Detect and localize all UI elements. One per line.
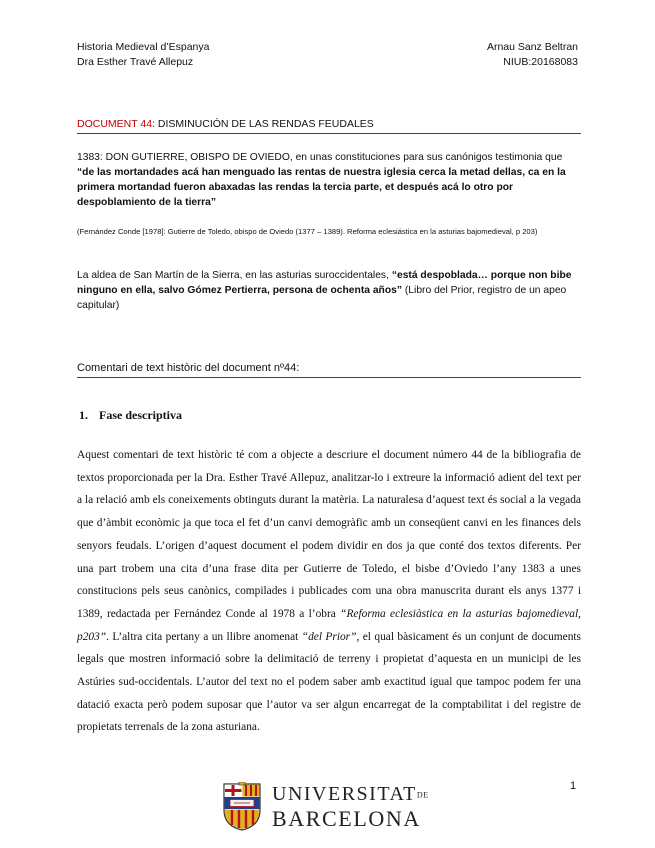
quote-village-source: (Libro del Prior, registro de un apeo capitular) [77, 285, 567, 311]
quote-bishop-intro: 1383: DON GUTIERRE, OBISPO DE OVIEDO, en unas constituciones para sus canónigos testimonia que [77, 152, 563, 163]
teacher-name: Dra Esther Travé Allepuz [77, 56, 194, 68]
quote-village-intro: La aldea de San Martín de la Sierra, en las asturias suroccidentales, [77, 270, 392, 281]
body-paragraph [77, 444, 581, 739]
quote-village-text: “está despoblada… porque non bibe ninguno en ella, salvo Gómez Pertierra, persona de ochenta años” [77, 270, 572, 296]
page-number: 1 [570, 780, 577, 792]
header-right [487, 40, 578, 70]
university-shield-icon [222, 782, 262, 832]
comment-heading: Comentari de text històric del document nº44: [77, 362, 581, 378]
university-logo [222, 782, 442, 832]
university-name [272, 782, 429, 831]
logo-word-barcelona: BARCELONA [272, 806, 421, 832]
document-title [77, 118, 581, 134]
section-title: Fase descriptiva [99, 408, 182, 422]
quote-bishop-text: “de las mortandades acá han menguado las rentas de nuestra iglesia cerca la metad dellas, ca en la primera mortandad fueron abaxadas las rendas la tercia parte, et después acá lo otro por despoblamiento de la tierra” [77, 167, 566, 208]
header-left [77, 40, 209, 70]
section-heading [77, 408, 182, 423]
logo-word-de: DE [416, 790, 429, 800]
section-number: 1. [79, 408, 88, 422]
book-title-prior: “del Prior” [301, 630, 357, 643]
document-number-label: DOCUMENT 44: [77, 118, 155, 130]
body-text-part1: Aquest comentari de text històric té com a objecte a descriure el document número 44 de la bibliografia de textos proporcionada per la Dra. Esther Travé Allepuz, analitzar-lo i extreure la informació adient del text per a la relació amb els coneixements obtinguts durant la matèria. La naturalesa d’aquest text és social a la vegada que d’àmbit econòmic ja que toca el fet d’un canvi demogràfic amb un conseqüent canvi en les finances dels senyors feudals. L’origen d’aquest document el podem dividir en dos ja que conté dos textos diferents. Per una part trobem una cita d’una frase dita per Gutierre de Toledo, el bisbe d’Oviedo l’any 1383 a unes constitucions pels seus canònics, compilades i publicades com una obra manuscrita durant els anys 1377 i 1389, redactada per Fernández Conde al 1978 a l’obra [77, 449, 581, 620]
document-title-text: DISMINUCIÓN DE LAS RENDAS FEUDALES [155, 118, 374, 130]
book-title-reforma: “Reforma eclesiàstica en la asturias bajomedieval, p203” [77, 607, 581, 643]
body-text-part2: . L’altra cita pertany a un llibre anomenat [106, 630, 302, 643]
course-name: Historia Medieval d’Espanya [77, 41, 210, 53]
citation: (Fernández Conde [1978]: Gutierre de Toledo, obispo de Oviedo (1377 – 1389). Reforma eclesiástica en la asturias bajomedieval, p 203) [77, 227, 538, 236]
author-name: Arnau Sanz Beltran [486, 41, 578, 53]
logo-word-universitat: UNIVERSITAT [272, 783, 417, 805]
quote-bishop [77, 150, 581, 210]
body-text-part3: , el qual bàsicament és un conjunt de documents legals que mostren informació sobre la delimitació de terreny i propietat d’aquesta en un municipi de les Astúries sud-occidentals. L’autor del text no el podem saber amb exactitud igual que tampoc podem fer una datació exacta però podem suposar que l’autor va ser algun encarregat de la comptabilitat i del registre de propietats terrenals de la zona asturiana. [77, 630, 581, 734]
student-id: NIUB:20168083 [503, 56, 578, 68]
quote-village [77, 268, 581, 313]
